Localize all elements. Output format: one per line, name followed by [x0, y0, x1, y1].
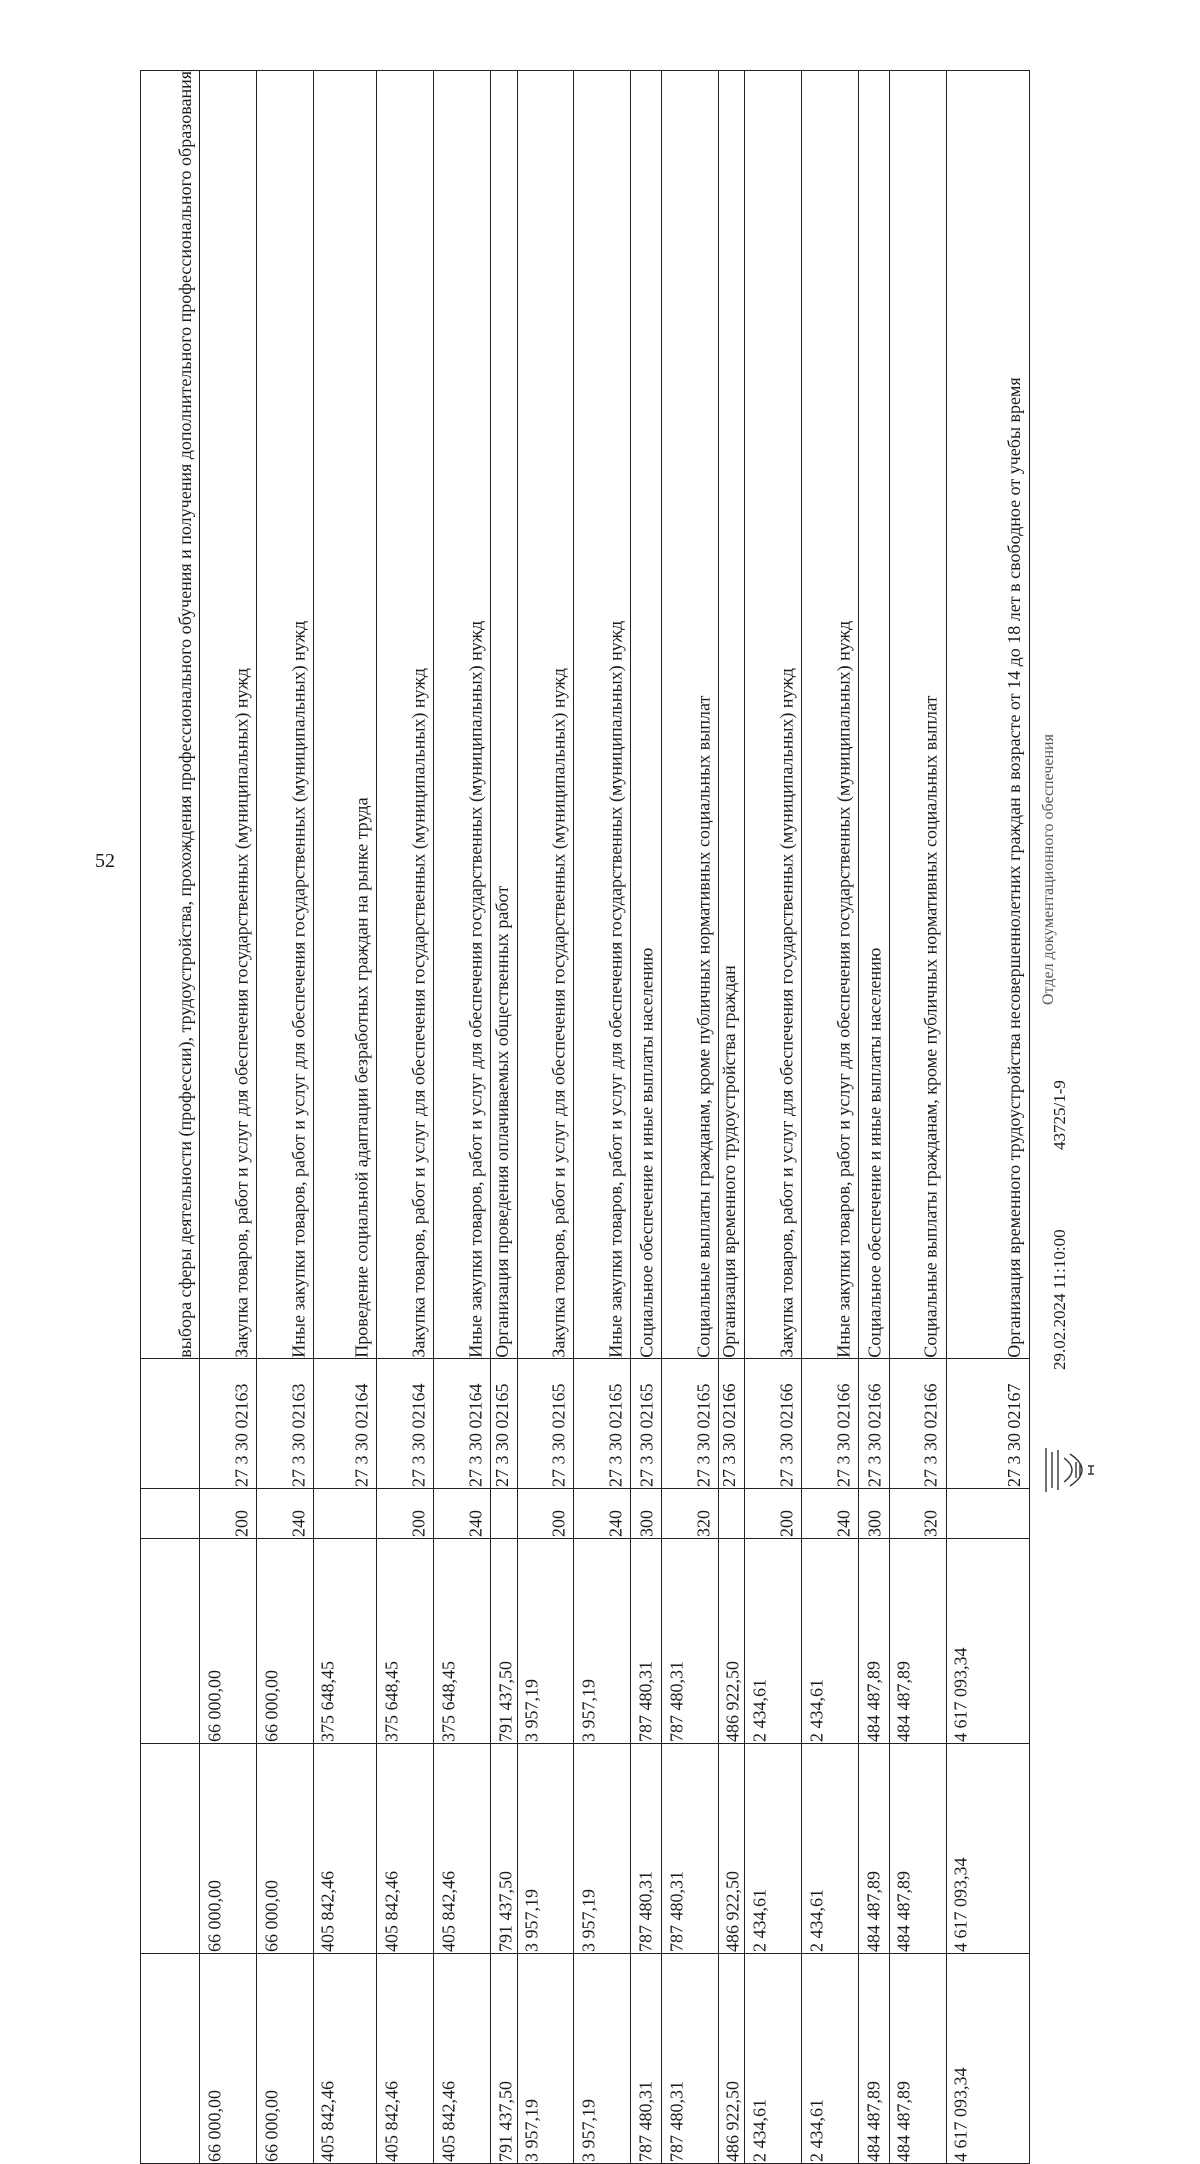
cell-code: 27 3 30 02165 — [517, 1358, 574, 1488]
budget-table — [140, 70, 1030, 2164]
cell-type — [141, 1488, 200, 1538]
cell-type: 240 — [802, 1488, 859, 1538]
row-amount-2 — [141, 1743, 1030, 1953]
cell-amount-2: 405 842,46 — [377, 1743, 434, 1953]
cell-type: 240 — [257, 1488, 314, 1538]
cell-code: 27 3 30 02165 — [631, 1358, 662, 1488]
cell-amount-2: 405 842,46 — [434, 1743, 491, 1953]
cell-amount-3: 484 487,89 — [889, 1953, 946, 2163]
department-stamp: Отдел документационного обеспечения — [1040, 734, 1057, 1006]
cell-amount-2: 2 434,61 — [745, 1743, 802, 1953]
cell-name: Иные закупки товаров, работ и услуг для обеспечения государственных (муниципальных) нужд — [574, 71, 631, 1359]
cell-amount-3: 405 842,46 — [377, 1953, 434, 2163]
cell-code: 27 3 30 02166 — [718, 1358, 744, 1488]
cell-amount-1: 2 434,61 — [745, 1538, 802, 1743]
cell-amount-2: 787 480,31 — [631, 1743, 662, 1953]
cell-name: Социальное обеспечение и иные выплаты населению — [631, 71, 662, 1359]
cell-type: 200 — [200, 1488, 257, 1538]
emblem-icon — [1036, 1440, 1112, 1500]
cell-amount-2: 484 487,89 — [859, 1743, 890, 1953]
cell-amount-3: 4 617 093,34 — [946, 1953, 1029, 2163]
cell-type — [313, 1488, 376, 1538]
cell-type: 240 — [574, 1488, 631, 1538]
cell-type: 320 — [662, 1488, 719, 1538]
cell-type: 200 — [517, 1488, 574, 1538]
cell-code: 27 3 30 02166 — [745, 1358, 802, 1488]
cell-amount-2: 484 487,89 — [889, 1743, 946, 1953]
cell-type — [946, 1488, 1029, 1538]
row-type — [141, 1488, 1030, 1538]
cell-code: 27 3 30 02165 — [574, 1358, 631, 1488]
cell-amount-1: 486 922,50 — [718, 1538, 744, 1743]
cell-name: Организация проведения оплачиваемых общественных работ — [491, 71, 517, 1359]
cell-code — [141, 1358, 200, 1488]
footer-doc-number: 43725/1-9 — [1050, 1080, 1069, 1150]
cell-amount-1: 787 480,31 — [662, 1538, 719, 1743]
cell-code: 27 3 30 02165 — [491, 1358, 517, 1488]
page-number: 52 — [95, 850, 115, 872]
cell-amount-3: 3 957,19 — [574, 1953, 631, 2163]
footer-date: 29.02.2024 11:10:00 — [1050, 1229, 1069, 1370]
cell-type: 200 — [745, 1488, 802, 1538]
cell-code: 27 3 30 02163 — [200, 1358, 257, 1488]
cell-name: Закупка товаров, работ и услуг для обеспечения государственных (муниципальных) нужд — [517, 71, 574, 1359]
cell-amount-1: 484 487,89 — [889, 1538, 946, 1743]
cell-type: 300 — [859, 1488, 890, 1538]
cell-amount-1: 66 000,00 — [257, 1538, 314, 1743]
cell-code: 27 3 30 02166 — [889, 1358, 946, 1488]
cell-amount-3: 66 000,00 — [257, 1953, 314, 2163]
cell-type — [491, 1488, 517, 1538]
cell-amount-2: 66 000,00 — [257, 1743, 314, 1953]
cell-code: 27 3 30 02164 — [377, 1358, 434, 1488]
cell-amount-1: 2 434,61 — [802, 1538, 859, 1743]
cell-amount-1 — [141, 1538, 200, 1743]
cell-amount-2: 791 437,50 — [491, 1743, 517, 1953]
cell-amount-2 — [141, 1743, 200, 1953]
cell-type — [718, 1488, 744, 1538]
cell-name: Организация временного трудоустройства граждан — [718, 71, 744, 1359]
cell-amount-3 — [141, 1953, 200, 2163]
cell-code: 27 3 30 02167 — [946, 1358, 1029, 1488]
cell-amount-3: 405 842,46 — [434, 1953, 491, 2163]
cell-name: выбора сферы деятельности (профессии), трудоустройства, прохождения профессионального обучения и получения дополнительного профессионального образования — [141, 71, 200, 1359]
cell-code: 27 3 30 02164 — [313, 1358, 376, 1488]
cell-amount-3: 791 437,50 — [491, 1953, 517, 2163]
cell-type: 300 — [631, 1488, 662, 1538]
cell-amount-2: 486 922,50 — [718, 1743, 744, 1953]
cell-name: Проведение социальной адаптации безработных граждан на рынке труда — [313, 71, 376, 1359]
cell-amount-3: 405 842,46 — [313, 1953, 376, 2163]
cell-name: Социальные выплаты гражданам, кроме публичных нормативных социальных выплат — [889, 71, 946, 1359]
cell-amount-3: 66 000,00 — [200, 1953, 257, 2163]
cell-amount-2: 4 617 093,34 — [946, 1743, 1029, 1953]
cell-code: 27 3 30 02163 — [257, 1358, 314, 1488]
cell-code: 27 3 30 02164 — [434, 1358, 491, 1488]
cell-amount-2: 66 000,00 — [200, 1743, 257, 1953]
row-name — [141, 71, 1030, 1359]
cell-amount-1: 375 648,45 — [434, 1538, 491, 1743]
cell-type: 200 — [377, 1488, 434, 1538]
cell-code: 27 3 30 02166 — [802, 1358, 859, 1488]
cell-amount-2: 2 434,61 — [802, 1743, 859, 1953]
cell-amount-2: 405 842,46 — [313, 1743, 376, 1953]
cell-type: 320 — [889, 1488, 946, 1538]
cell-name: Организация временного трудоустройства несовершеннолетних граждан в возрасте от 14 до 18 лет в свободное от учебы время — [946, 71, 1029, 1359]
cell-amount-3: 2 434,61 — [802, 1953, 859, 2163]
cell-name: Закупка товаров, работ и услуг для обеспечения государственных (муниципальных) нужд — [745, 71, 802, 1359]
row-amount-1 — [141, 1538, 1030, 1743]
cell-name: Социальное обеспечение и иные выплаты населению — [859, 71, 890, 1359]
cell-amount-1: 791 437,50 — [491, 1538, 517, 1743]
cell-amount-3: 484 487,89 — [859, 1953, 890, 2163]
cell-name: Закупка товаров, работ и услуг для обеспечения государственных (муниципальных) нужд — [377, 71, 434, 1359]
cell-code: 27 3 30 02165 — [662, 1358, 719, 1488]
cell-amount-1: 3 957,19 — [574, 1538, 631, 1743]
cell-amount-1: 375 648,45 — [313, 1538, 376, 1743]
cell-name: Иные закупки товаров, работ и услуг для обеспечения государственных (муниципальных) нужд — [257, 71, 314, 1359]
cell-amount-3: 787 480,31 — [662, 1953, 719, 2163]
cell-amount-2: 3 957,19 — [574, 1743, 631, 1953]
cell-amount-1: 787 480,31 — [631, 1538, 662, 1743]
cell-amount-1: 4 617 093,34 — [946, 1538, 1029, 1743]
cell-amount-3: 2 434,61 — [745, 1953, 802, 2163]
cell-amount-1: 484 487,89 — [859, 1538, 890, 1743]
cell-name: Иные закупки товаров, работ и услуг для обеспечения государственных (муниципальных) нужд — [434, 71, 491, 1359]
cell-code: 27 3 30 02166 — [859, 1358, 890, 1488]
cell-amount-2: 787 480,31 — [662, 1743, 719, 1953]
cell-amount-3: 3 957,19 — [517, 1953, 574, 2163]
cell-amount-1: 3 957,19 — [517, 1538, 574, 1743]
cell-type: 240 — [434, 1488, 491, 1538]
cell-amount-3: 787 480,31 — [631, 1953, 662, 2163]
cell-name: Социальные выплаты гражданам, кроме публичных нормативных социальных выплат — [662, 71, 719, 1359]
cell-name: Закупка товаров, работ и услуг для обеспечения государственных (муниципальных) нужд — [200, 71, 257, 1359]
cell-amount-1: 375 648,45 — [377, 1538, 434, 1743]
row-amount-3 — [141, 1953, 1030, 2163]
cell-amount-2: 3 957,19 — [517, 1743, 574, 1953]
cell-amount-3: 486 922,50 — [718, 1953, 744, 2163]
cell-amount-1: 66 000,00 — [200, 1538, 257, 1743]
row-code — [141, 1358, 1030, 1488]
cell-name: Иные закупки товаров, работ и услуг для обеспечения государственных (муниципальных) нужд — [802, 71, 859, 1359]
